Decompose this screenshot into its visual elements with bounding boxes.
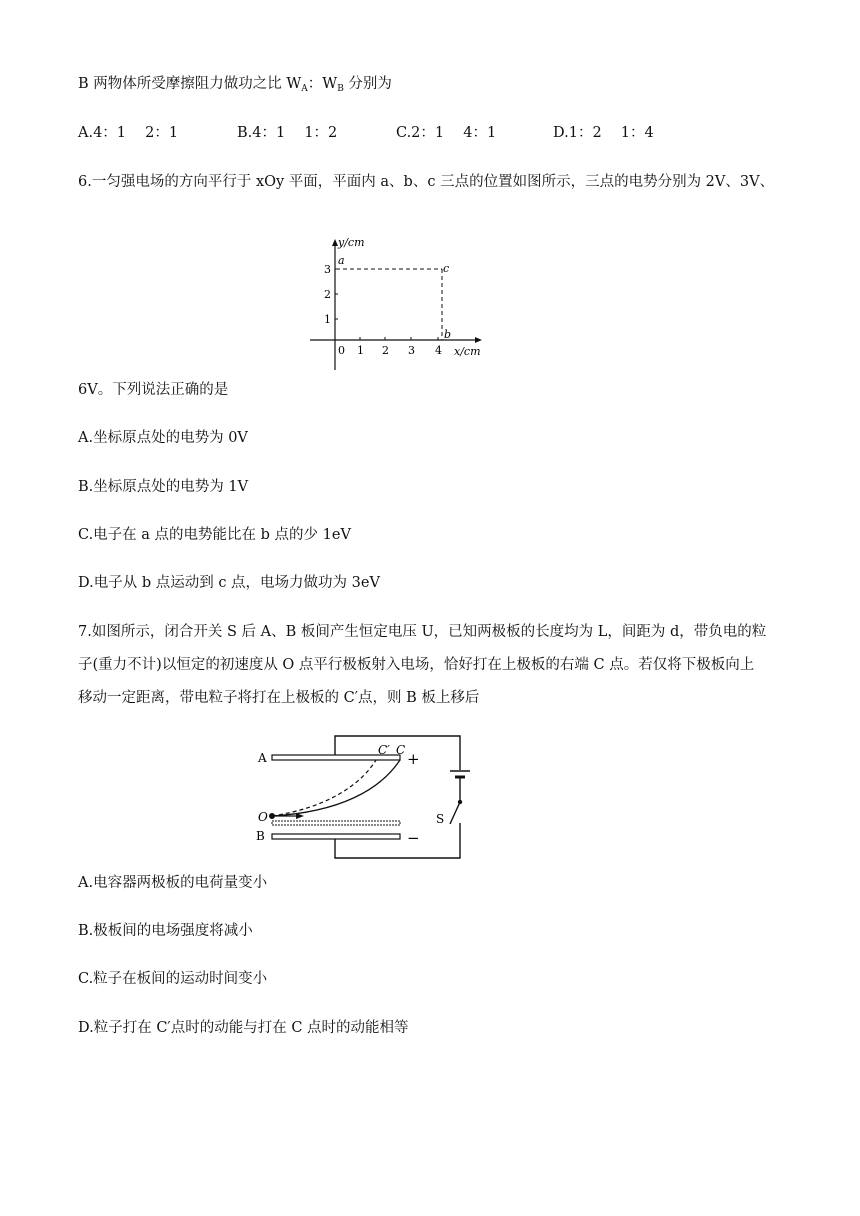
q6-option-a: A.坐标原点处的电势为 0V <box>78 430 248 446</box>
q7-option-b: B.极板间的电场强度将减小 <box>78 923 253 939</box>
q7-stem-line1: 7.如图所示，闭合开关 S 后 A、B 板间产生恒定电压 U，已知两极板的长度均为 L，间距为 d，带负电的粒 <box>78 624 767 640</box>
q5-option-b: B.4：1 1：2 <box>237 125 338 141</box>
q7-option-a: A.电容器两极板的电荷量变小 <box>78 875 268 891</box>
q6-option-d: D.电子从 b 点运动到 c 点，电场力做功为 3eV <box>78 575 380 591</box>
minus-sign-label: − <box>407 829 420 847</box>
q5-text-suffix: 分别为 <box>343 76 392 92</box>
x-tick-label-1: 1 <box>357 344 364 357</box>
q5-text: B 两物体所受摩擦阻力做功之比 W <box>78 76 302 92</box>
trajectory-to-c <box>272 760 400 816</box>
point-c-label: c <box>443 262 450 275</box>
point-b-label: b <box>444 328 452 341</box>
point-c-prime-label: C′ <box>378 743 390 757</box>
trajectory-to-c-prime <box>272 760 376 816</box>
q5-option-d: D.1：2 1：4 <box>553 125 654 141</box>
y-tick-label-1: 1 <box>324 313 331 326</box>
x-tick-label-0: 0 <box>338 344 345 357</box>
y-tick-label-2: 2 <box>324 288 331 301</box>
q5-option-c: C.2：1 4：1 <box>396 125 497 141</box>
x-tick-label-4: 4 <box>435 344 442 357</box>
q7-capacitor-circuit-figure <box>250 728 480 868</box>
y-axis-label: y/cm <box>338 236 365 249</box>
q6-coordinate-figure <box>300 228 500 378</box>
q6-stem-line1: 6.一匀强电场的方向平行于 xOy 平面，平面内 a、b、c 三点的位置如图所示，三点的电势分别为 2V、3V、 <box>78 174 775 190</box>
point-o-label: O <box>258 810 268 824</box>
q7-option-d: D.粒子打在 C′点时的动能与打在 C 点时的动能相等 <box>78 1020 409 1036</box>
q7-stem-line2: 子(重力不计)以恒定的初速度从 O 点平行极板射入电场，恰好打在上极板的右端 C 点。若仅将下极板向上 <box>78 657 755 673</box>
plate-b-label: B <box>256 829 265 843</box>
q5-subscript-a: A <box>301 84 308 94</box>
q6-stem-line2: 6V。下列说法正确的是 <box>78 382 229 398</box>
circuit-wire-bottom <box>335 823 460 858</box>
plus-sign-label: + <box>407 750 420 768</box>
x-axis-arrow-icon <box>475 337 482 343</box>
q5-separator: ：W <box>307 76 338 92</box>
q6-option-c: C.电子在 a 点的电势能比在 b 点的少 1eV <box>78 527 351 543</box>
q5-option-a: A.4：1 2：1 <box>78 125 179 141</box>
plate-b <box>272 834 400 839</box>
q5-stem-tail <box>78 74 392 99</box>
switch-s-blade <box>450 802 460 824</box>
plate-a-label: A <box>258 751 267 765</box>
q7-option-c: C.粒子在板间的运动时间变小 <box>78 971 268 987</box>
point-c-label: C <box>396 743 406 757</box>
switch-s-label: S <box>436 812 445 826</box>
y-tick-label-3: 3 <box>324 263 331 276</box>
x-tick-label-2: 2 <box>382 344 389 357</box>
x-tick-label-3: 3 <box>408 344 415 357</box>
q7-stem-line3: 移动一定距离，带电粒子将打在上极板的 C′点，则 B 板上移后 <box>78 690 480 706</box>
plate-b-moved <box>272 821 400 825</box>
point-a-label: a <box>338 254 345 267</box>
q6-option-b: B.坐标原点处的电势为 1V <box>78 479 249 495</box>
q5-subscript-b: B <box>337 84 344 94</box>
x-axis-label: x/cm <box>454 345 481 358</box>
